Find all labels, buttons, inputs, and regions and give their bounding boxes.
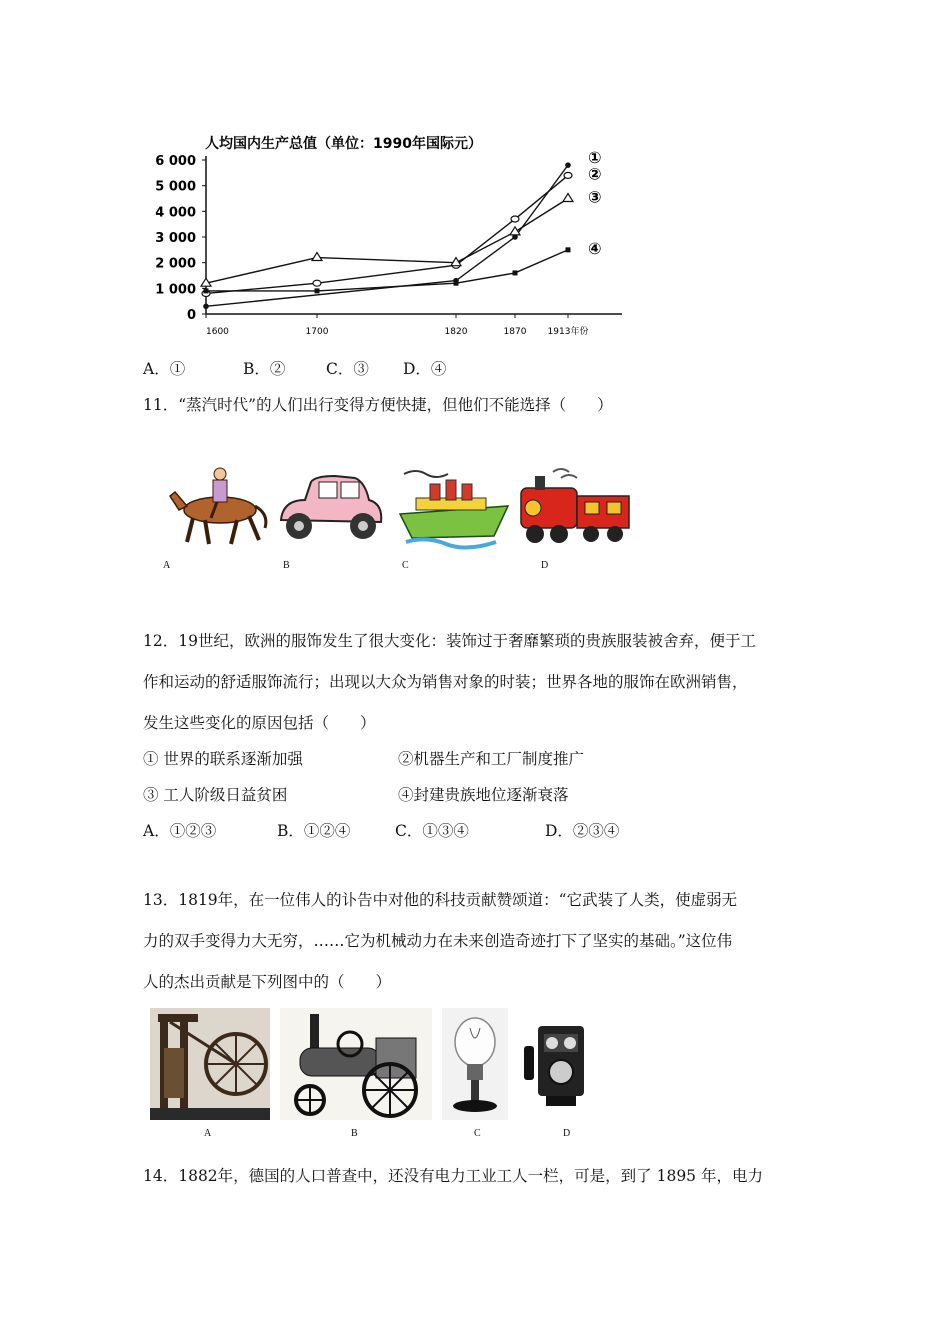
q11-label-c: C: [402, 560, 409, 571]
car-image: [275, 470, 387, 548]
y-tick-label: 1 000: [155, 282, 196, 298]
q12-stem-line1: 12．19世纪，欧洲的服饰发生了很大变化：装饰过于奢靡繁琐的贵族服装被舍弃，便于工: [143, 632, 756, 650]
q11-label-d: D: [541, 560, 549, 571]
data-point: [564, 172, 572, 178]
q13-label-d: D: [563, 1128, 571, 1139]
steam-engine-image: [150, 1008, 270, 1120]
q13-label-b: B: [351, 1128, 358, 1139]
series-label: ②: [588, 164, 602, 184]
q13-label-c: C: [474, 1128, 481, 1139]
q13-stem-line1: 13．1819年，在一位伟人的讣告中对他的科技贡献赞颂道：“它武装了人类，使虚弱无: [143, 891, 738, 909]
y-tick-label: 5 000: [155, 179, 196, 195]
telephone-image: [518, 1016, 608, 1116]
y-tick-label: 3 000: [155, 231, 196, 246]
steamship-image: [396, 466, 512, 550]
horse-rider-image: [165, 462, 275, 552]
data-point: [566, 247, 571, 252]
data-point: [315, 288, 320, 293]
traction-engine-image: [280, 1008, 432, 1120]
q12-option-d[interactable]: D．②③④: [545, 822, 620, 840]
q12-option-c[interactable]: C．①③④: [395, 822, 469, 840]
y-tick-labels: [155, 154, 196, 323]
series-label: ①: [588, 148, 602, 168]
q13-stem-line2: 力的双手变得力大无穷，……它为机械动力在未来创造奇迹打下了坚实的基础。”这位伟: [143, 932, 733, 950]
data-point: [563, 194, 573, 202]
data-point: [510, 227, 520, 235]
chart-title: 人均国内生产总值（单位：1990年国际元）: [205, 136, 482, 152]
series-label: ③: [588, 187, 602, 207]
q12-item-4: ④封建贵族地位逐渐衰落: [398, 786, 569, 804]
x-tick-label: 1600: [206, 327, 229, 337]
q12-item-3: ③ 工人阶级日益贫困: [143, 786, 288, 804]
q10-option-a[interactable]: A．①: [143, 360, 186, 378]
chart-axes: [202, 156, 622, 318]
q11-stem: 11．“蒸汽时代”的人们出行变得方便快捷，但他们不能选择（ ）: [143, 396, 613, 414]
q11-label-b: B: [283, 560, 290, 571]
q10-option-d[interactable]: D．④: [403, 360, 447, 378]
data-point: [312, 253, 322, 261]
y-tick-label: 4 000: [155, 205, 196, 221]
q12-option-b[interactable]: B．①②④: [277, 822, 351, 840]
x-tick-label: 1820: [444, 327, 468, 337]
x-tick-label: 1913年份: [547, 327, 589, 337]
q13-stem-line3: 人的杰出贡献是下列图中的（ ）: [143, 973, 392, 991]
steam-train-image: [513, 466, 635, 548]
series-label: ④: [588, 238, 602, 258]
q12-stem-line2: 作和运动的舒适服饰流行；出现以大众为销售对象的时装；世界各地的服饰在欧洲销售，: [143, 673, 748, 691]
x-tick-labels: [206, 325, 588, 337]
light-bulb-image: [442, 1008, 508, 1120]
data-point: [204, 288, 209, 293]
data-point: [313, 280, 321, 286]
y-tick-label: 6 000: [155, 154, 196, 169]
q11-label-a: A: [163, 560, 171, 571]
q10-option-c[interactable]: C．③: [326, 360, 369, 378]
q12-item-2: ②机器生产和工厂制度推广: [398, 750, 585, 768]
data-point: [511, 216, 519, 222]
x-tick-label: 1700: [305, 327, 329, 337]
y-tick-label: 0: [186, 308, 196, 323]
q10-option-b[interactable]: B．②: [243, 360, 286, 378]
data-point: [565, 162, 571, 168]
q12-stem-line3: 发生这些变化的原因包括（ ）: [143, 714, 376, 732]
data-point: [454, 281, 459, 286]
y-tick-label: 2 000: [155, 256, 196, 272]
chart-series: [201, 148, 602, 309]
data-point: [203, 304, 209, 310]
data-point: [513, 270, 518, 275]
x-tick-label: 1870: [503, 327, 527, 337]
q13-label-a: A: [204, 1128, 212, 1139]
q14-stem-line1: 14．1882年，德国的人口普查中，还没有电力工业工人一栏，可是，到了 1895 年，电力: [143, 1167, 763, 1185]
q12-option-a[interactable]: A．①②③: [143, 822, 217, 840]
gdp-chart: [140, 128, 640, 343]
q12-item-1: ① 世界的联系逐渐加强: [143, 750, 303, 768]
